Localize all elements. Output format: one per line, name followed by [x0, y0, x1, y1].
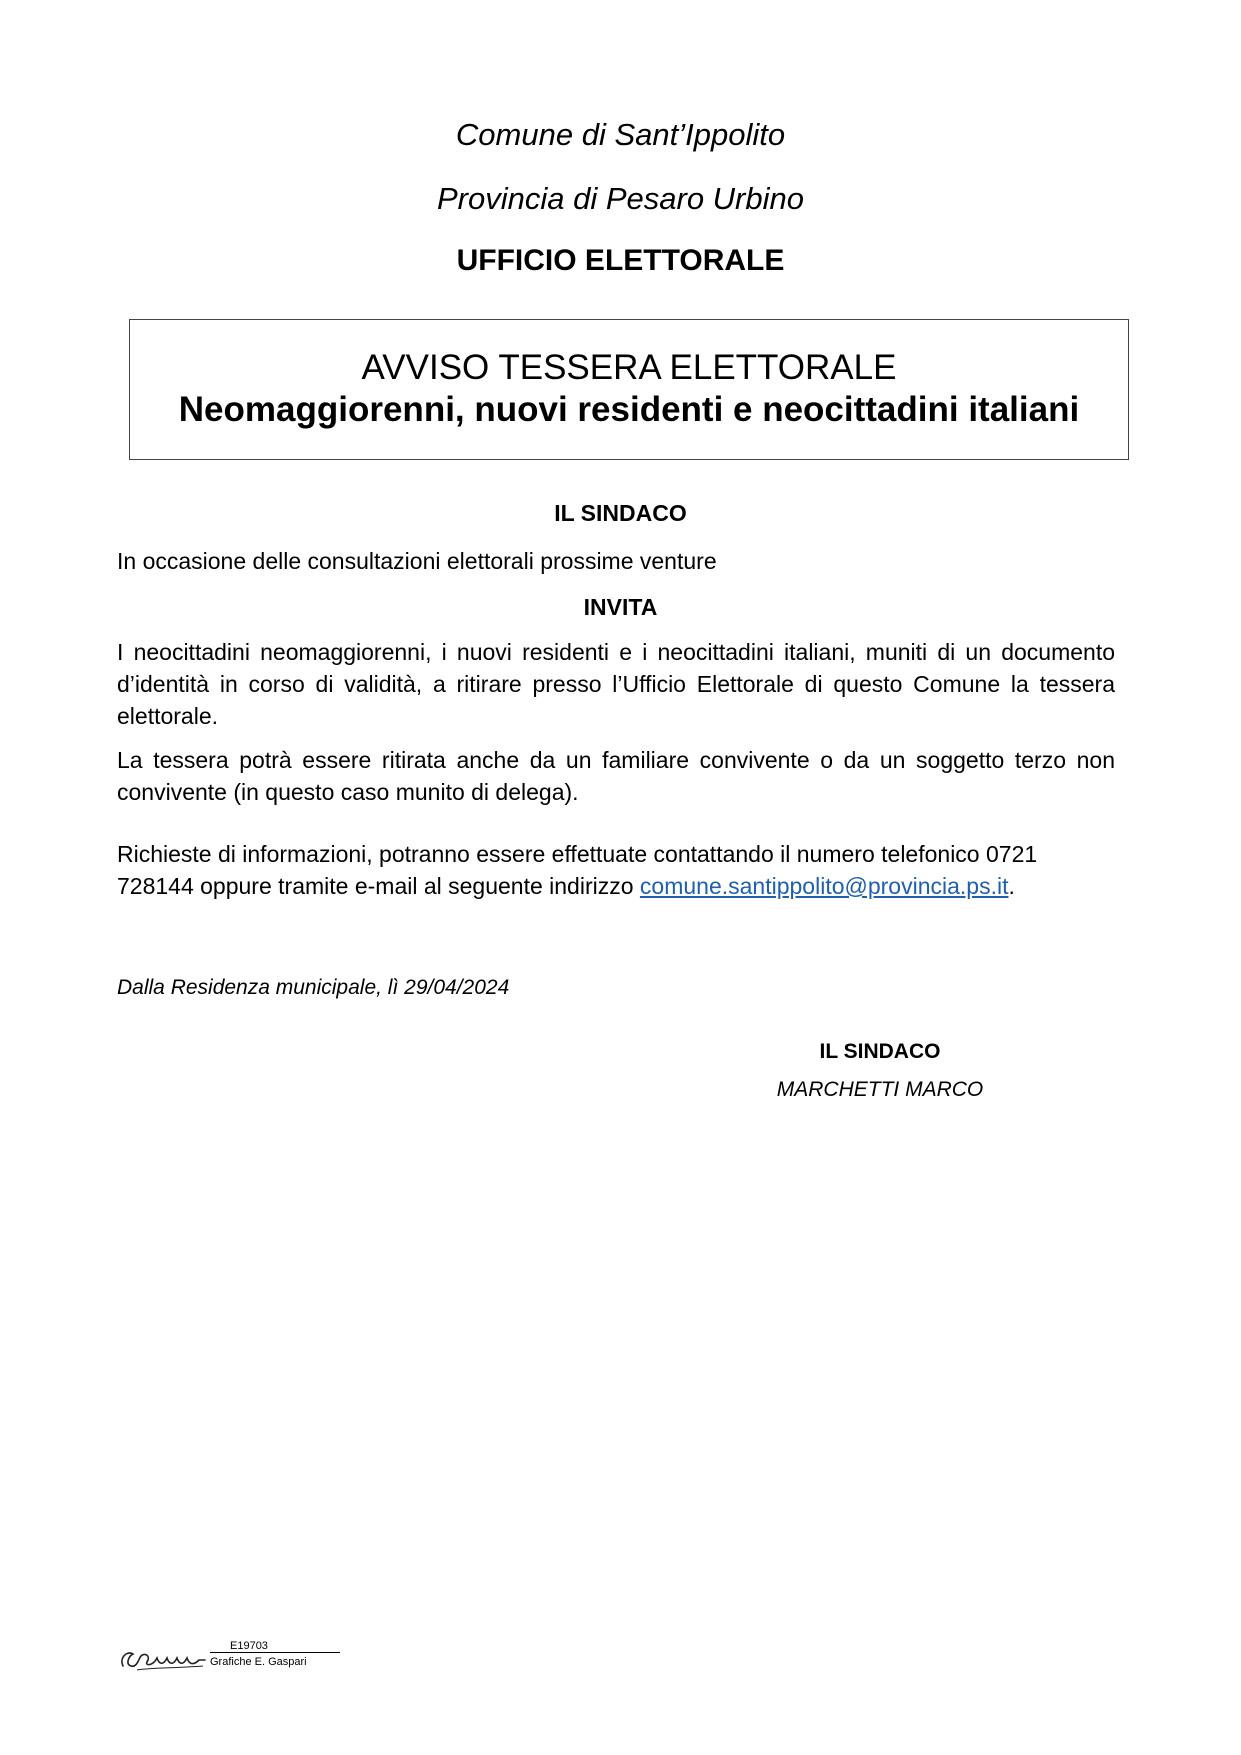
- printer-mark: [117, 1640, 347, 1680]
- invites-heading: INVITA: [583, 594, 658, 620]
- contact-end: .: [1008, 873, 1015, 899]
- place-date: Dalla Residenza municipale, lì 29/04/2024: [117, 976, 510, 999]
- notice-box: [129, 319, 1129, 460]
- mayor-heading: IL SINDACO: [554, 500, 687, 526]
- notice-title: AVVISO TESSERA ELETTORALE: [361, 348, 897, 387]
- signature-name: MARCHETTI MARCO: [776, 1078, 984, 1101]
- paragraph-invitation: I neocittadini neomaggiorenni, i nuovi residenti e i neocittadini italiani, muniti di un documento d’identità in corso di validità, a ritirare presso l’Ufficio Elettorale di questo Comune la tessera elettorale.: [117, 639, 1115, 729]
- province-heading: Provincia di Pesaro Urbino: [436, 181, 804, 216]
- printer-name: Grafiche E. Gaspari: [210, 1656, 307, 1668]
- intro-text: In occasione delle consultazioni elettorali prossime venture: [117, 548, 717, 574]
- printer-code: E19703: [210, 1640, 340, 1653]
- paragraph-delegation: La tessera potrà essere ritirata anche da un familiare convivente o da un soggetto terzo non convivente (in questo caso munito di delega).: [117, 747, 1115, 805]
- email-link[interactable]: comune.santippolito@provincia.ps.it: [639, 873, 1009, 899]
- signature-title: IL SINDACO: [819, 1040, 941, 1063]
- notice-subtitle: Neomaggiorenni, nuovi residenti e neocittadini italiani: [178, 390, 1080, 429]
- signature-block: [750, 1040, 1010, 1102]
- paragraph-contact: [117, 838, 1115, 902]
- municipality-heading: Comune di Sant’Ippolito: [455, 117, 786, 152]
- office-heading: UFFICIO ELETTORALE: [456, 244, 785, 277]
- printer-signature-logo: [117, 1644, 207, 1674]
- contact-text: Richieste di informazioni, potranno essere effettuate contattando il numero telefonico 0721 728144 oppure tramite e-mail al seguente indirizzo: [117, 841, 1038, 899]
